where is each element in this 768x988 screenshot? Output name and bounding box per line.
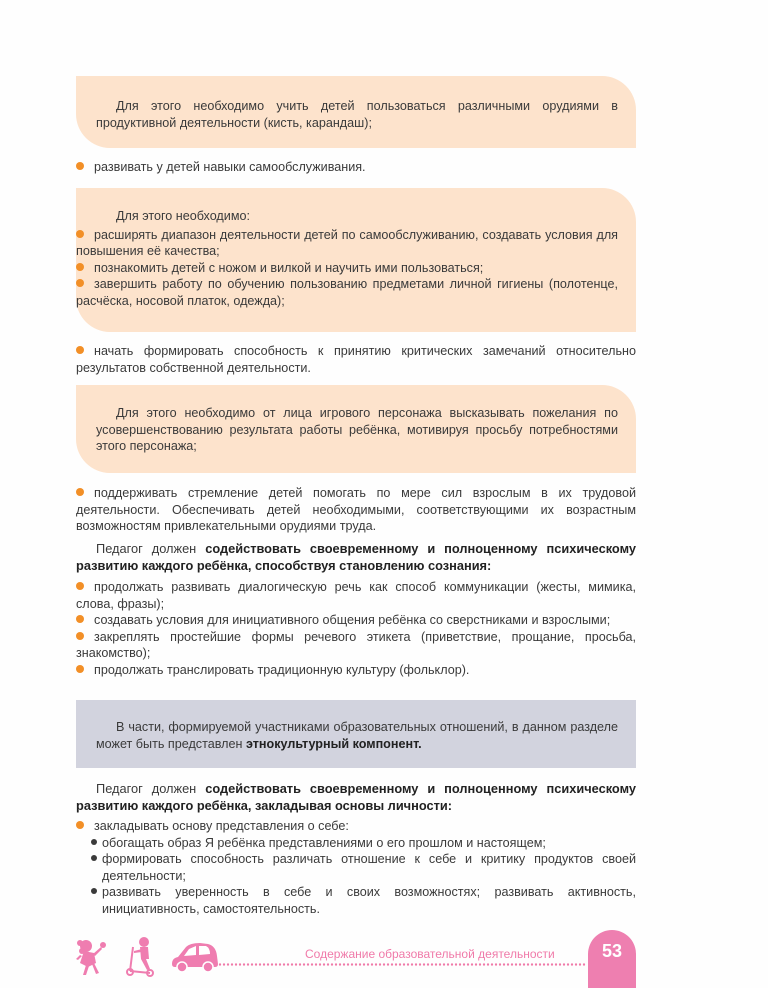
- page-number-tab: [588, 930, 636, 988]
- list-speech: [76, 579, 636, 678]
- sub-list-item-text: формировать способность различать отношение к себе и критику продуктов своей деятельности;: [102, 852, 636, 883]
- list-item: [76, 579, 636, 612]
- bullet-icon: [76, 162, 84, 170]
- list-self: [76, 818, 636, 917]
- list-item: [76, 485, 636, 535]
- sub-bullet-icon: [91, 855, 97, 861]
- section-title: Содержание образовательной деятельности: [305, 947, 555, 961]
- bullet-icon: [76, 821, 84, 829]
- sub-list-item: [91, 884, 636, 917]
- list-item: [76, 159, 636, 176]
- callout-box-tools: [76, 76, 636, 148]
- bullet-icon: [76, 488, 84, 496]
- note-box-ethnocultural: [76, 700, 636, 768]
- bullet-icon: [76, 665, 84, 673]
- dotted-rule: [218, 963, 586, 966]
- bullet-icon: [76, 615, 84, 623]
- sub-list-item: [91, 835, 636, 852]
- sub-bullet-icon: [91, 888, 97, 894]
- note-emphasis: этнокультурный компонент.: [245, 736, 422, 751]
- list-item-text: развивать у детей навыки самообслуживания.: [94, 160, 366, 174]
- paragraph-emphasis: содействовать своевременному и полноценному психическому развитию каждого ребёнка, закладывая основы личности:: [76, 781, 636, 813]
- callout-intro: Для этого необходимо:: [116, 209, 250, 223]
- bullet-icon: [76, 346, 84, 354]
- list-item: [76, 662, 636, 679]
- list-item-text: расширять диапазон деятельности детей по самообслуживанию, создавать условия для повышения её качества;: [76, 227, 618, 258]
- paragraph-consciousness: [76, 541, 636, 574]
- sub-list: [76, 835, 636, 918]
- list-item-text: закладывать основу представления о себе:: [94, 819, 349, 833]
- bullet-icon: [76, 263, 84, 271]
- list-item-text: закреплять простейшие формы речевого этикета (приветствие, прощание, просьба, знакомство);: [76, 629, 636, 660]
- list-item-text: завершить работу по обучению пользованию предметами личной гигиены (полотенце, расчёска, носовой платок, одежда);: [76, 277, 618, 308]
- list-item-text: поддерживать стремление детей помогать по мере сил взрослым в их трудовой деятельности. Обеспечивать детей необходимыми, соответствующими их возрастным возможностям привлекательными орудиями труда.: [76, 486, 636, 533]
- list-item: [76, 612, 636, 629]
- callout-text: Для этого необходимо от лица игрового персонажа высказывать пожелания по усовершенствованию результата работы ребёнка, мотивируя просьбу потребностями этого персонажа;: [96, 406, 618, 453]
- note-prefix: В части, формируемой участниками образовательных отношений, в данном разделе может быть представлен: [96, 720, 618, 751]
- paragraph-prefix: Педагог должен: [96, 541, 206, 556]
- callout-list-item: [76, 276, 618, 309]
- callout-list-item: [76, 227, 618, 260]
- bullet-icon: [76, 582, 84, 590]
- page-number: 53: [601, 941, 623, 961]
- sub-bullet-icon: [91, 839, 97, 845]
- list-item-text: познакомить детей с ножом и вилкой и научить ими пользоваться;: [94, 260, 484, 275]
- list-item-text: начать формировать способность к принятию критических замечаний относительно результатов собственной деятельности.: [76, 344, 636, 375]
- girl-with-flower-icon: [74, 937, 110, 977]
- callout-text: Для этого необходимо учить детей пользоваться различными орудиями в продуктивной деятельности (кисть, карандаш);: [96, 99, 618, 130]
- paragraph-personality: [76, 781, 636, 814]
- callout-list-item: [76, 260, 618, 277]
- list-item-text: создавать условия для инициативного общения ребёнка со сверстниками и взрослыми;: [94, 613, 611, 627]
- paragraph-emphasis: содействовать своевременному и полноценному психическому развитию каждого ребёнка, способствуя становлению сознания:: [76, 541, 636, 573]
- child-on-scooter-icon: [124, 935, 156, 977]
- sub-list-item-text: развивать уверенность в себе и своих возможностях; развивать активность, инициативность, самостоятельность.: [102, 885, 636, 916]
- toy-car-icon: [170, 942, 220, 974]
- sub-list-item: [91, 851, 636, 884]
- bullet-icon: [76, 279, 84, 287]
- list-item-text: продолжать развивать диалогическую речь как способ коммуникации (жесты, мимика, слова, фразы);: [76, 580, 636, 611]
- paragraph-prefix: Педагог должен: [96, 781, 206, 796]
- list-item-text: продолжать транслировать традиционную культуру (фольклор).: [94, 662, 470, 677]
- list-item: [76, 818, 636, 835]
- callout-box-game-character: [76, 385, 636, 473]
- bullet-icon: [76, 230, 84, 238]
- list-item: [76, 343, 636, 376]
- sub-list-item-text: обогащать образ Я ребёнка представлениями о его прошлом и настоящем;: [102, 835, 546, 850]
- list-item: [76, 629, 636, 662]
- note-text: [96, 719, 618, 752]
- bullet-icon: [76, 632, 84, 640]
- callout-box-self-service: [76, 188, 636, 332]
